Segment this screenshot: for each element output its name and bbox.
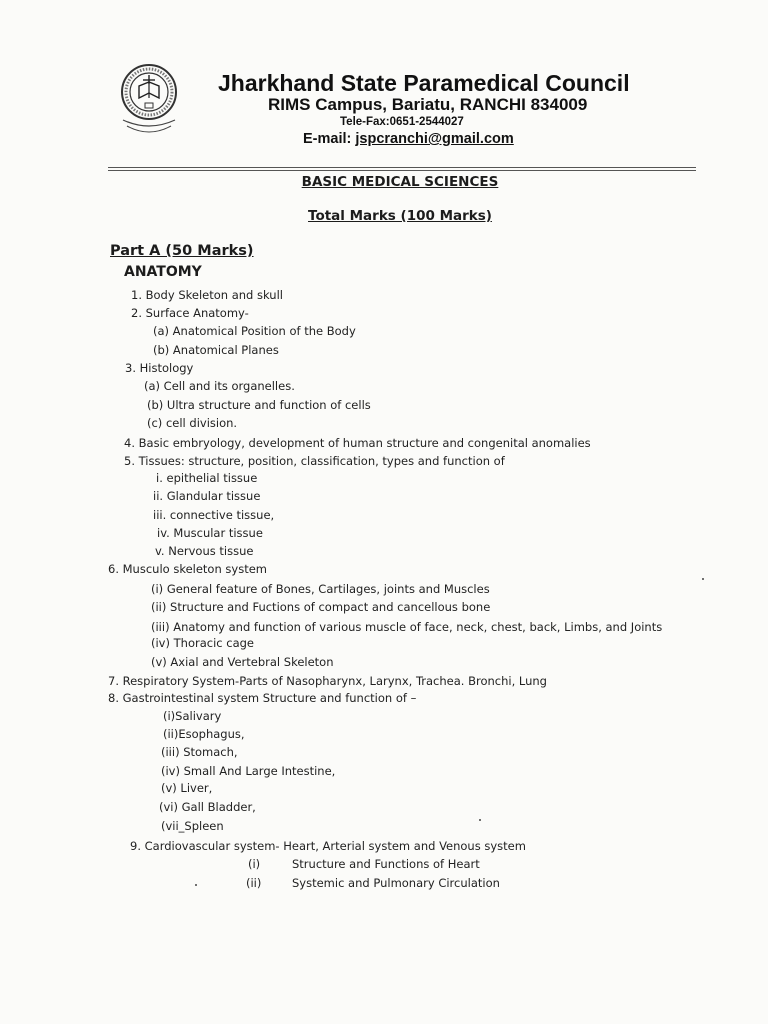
- syllabus-line: (iii) Anatomy and function of various muscle of face, neck, chest, back, Limbs, and Joints: [151, 620, 663, 634]
- header-divider: [108, 167, 696, 168]
- syllabus-line: (ii)Esophagus,: [163, 727, 245, 741]
- syllabus-line: (iv) Small And Large Intestine,: [161, 764, 336, 778]
- syllabus-line: 7. Respiratory System-Parts of Nasopharynx, Larynx, Trachea. Bronchi, Lung: [108, 674, 547, 688]
- syllabus-line: (v) Liver,: [161, 781, 213, 795]
- scan-speck: [195, 884, 197, 886]
- syllabus-line: (iii) Stomach,: [161, 745, 238, 759]
- syllabus-line: iii. connective tissue,: [153, 508, 275, 522]
- syllabus-line: (ii) Structure and Fuctions of compact and cancellous bone: [151, 600, 491, 614]
- syllabus-line: 5. Tissues: structure, position, classification, types and function of: [124, 454, 505, 468]
- part-a-heading: Part A (50 Marks): [110, 243, 254, 259]
- syllabus-line: 2. Surface Anatomy-: [131, 306, 249, 320]
- council-title: Jharkhand State Paramedical Council: [218, 70, 630, 96]
- syllabus-line-number: (i): [248, 857, 261, 871]
- syllabus-line: (i)Salivary: [163, 709, 222, 723]
- syllabus-line: v. Nervous tissue: [155, 544, 254, 558]
- syllabus-line: (c) cell division.: [147, 416, 238, 430]
- syllabus-line: Structure and Functions of Heart: [292, 857, 480, 871]
- header-divider-thin: [108, 170, 696, 171]
- subject-heading: BASIC MEDICAL SCIENCES: [301, 174, 499, 190]
- council-seal-logo: [117, 62, 181, 140]
- syllabus-line: Systemic and Pulmonary Circulation: [292, 876, 500, 890]
- syllabus-line: (b) Anatomical Planes: [153, 343, 279, 357]
- syllabus-line: iv. Muscular tissue: [157, 526, 263, 540]
- syllabus-line: 4. Basic embryology, development of human structure and congenital anomalies: [124, 436, 591, 450]
- syllabus-line: (v) Axial and Vertebral Skeleton: [151, 655, 334, 669]
- scan-speck: [702, 578, 704, 580]
- syllabus-line-number: (ii): [246, 876, 262, 890]
- syllabus-line: i. epithelial tissue: [156, 471, 258, 485]
- syllabus-line: 6. Musculo skeleton system: [108, 562, 267, 576]
- syllabus-line: (vii_Spleen: [161, 819, 224, 833]
- syllabus-line: (b) Ultra structure and function of cells: [147, 398, 371, 412]
- email-link[interactable]: jspcranchi@gmail.com: [355, 131, 514, 147]
- syllabus-line: 8. Gastrointestinal system Structure and function of –: [108, 691, 417, 705]
- scan-speck: [479, 819, 481, 821]
- syllabus-line: (iv) Thoracic cage: [151, 636, 254, 650]
- council-address: RIMS Campus, Bariatu, RANCHI 834009: [268, 95, 588, 114]
- syllabus-line: ii. Glandular tissue: [153, 489, 261, 503]
- total-marks-heading: Total Marks (100 Marks): [308, 208, 492, 224]
- syllabus-line: (a) Cell and its organelles.: [144, 379, 295, 393]
- syllabus-line: (vi) Gall Bladder,: [159, 800, 256, 814]
- council-email-line: [303, 131, 514, 147]
- section-heading-anatomy: ANATOMY: [124, 264, 202, 280]
- syllabus-line: (i) General feature of Bones, Cartilages, joints and Muscles: [151, 582, 490, 596]
- council-tele-fax: Tele-Fax:0651-2544027: [340, 116, 464, 128]
- email-prefix: E-mail:: [303, 131, 356, 147]
- syllabus-line: 9. Cardiovascular system- Heart, Arterial system and Venous system: [130, 839, 526, 853]
- syllabus-line: (a) Anatomical Position of the Body: [153, 324, 356, 338]
- syllabus-line: 1. Body Skeleton and skull: [131, 288, 283, 302]
- syllabus-line: 3. Histology: [125, 361, 194, 375]
